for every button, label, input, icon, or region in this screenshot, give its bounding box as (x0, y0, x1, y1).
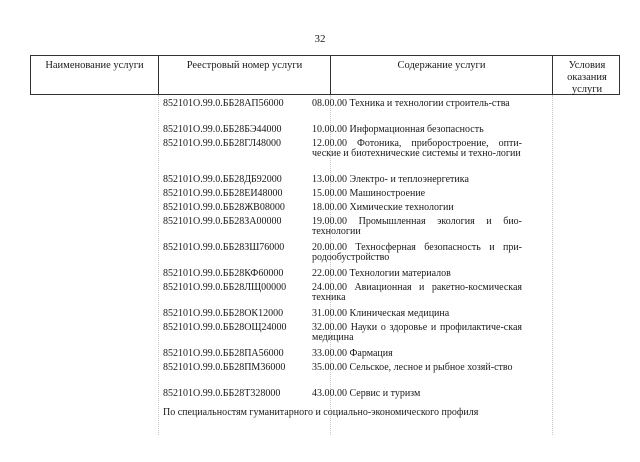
registry-code: 852101О.99.0.ББ28КФ60000 (163, 268, 284, 279)
table-row (0, 349, 640, 363)
service-content: 19.00.00 Промышленная экология и био-технологии (312, 216, 522, 237)
registry-code: 852101О.99.0.ББ28АП56000 (163, 98, 284, 109)
registry-code: 852101О.99.0.ББ28ЗА00000 (163, 216, 282, 227)
header-service-conditions: Условия оказания услуги (567, 60, 607, 95)
table-row (0, 125, 640, 139)
registry-code: 852101О.99.0.ББ28ЖВ08000 (163, 202, 285, 213)
table-row (0, 217, 640, 243)
table-row (0, 175, 640, 189)
registry-code: 852101О.99.0.ББ28ЕИ48000 (163, 188, 283, 199)
table-row (0, 323, 640, 349)
registry-code: 852101О.99.0.ББ28ПА56000 (163, 348, 284, 359)
header-registry-number: Реестровый номер услуги (159, 56, 331, 96)
table-row (0, 139, 640, 175)
service-content: 31.00.00 Клиническая медицина (312, 308, 450, 319)
table-header (30, 55, 620, 95)
registry-code: 852101О.99.0.ББ28Т328000 (163, 388, 281, 399)
registry-code: 852101О.99.0.ББ28ОЩ24000 (163, 322, 287, 333)
service-content: 13.00.00 Электро- и теплоэнергетика (312, 174, 469, 185)
header-service-content: Содержание услуги (331, 56, 553, 96)
service-content: 08.00.00 Техника и технологии строитель-ства (312, 98, 510, 109)
table-row (0, 269, 640, 283)
table-row (0, 309, 640, 323)
service-content: 20.00.00 Техносферная безопасность и при-родообустройство (312, 242, 522, 263)
service-content: 18.00.00 Химические технологии (312, 202, 454, 213)
service-content: 10.00.00 Информационная безопасность (312, 124, 484, 135)
table-row (0, 189, 640, 203)
table-row (0, 389, 640, 403)
service-content: 12.00.00 Фотоника, приборостроение, опти-ческие и биотехнические системы и техно-логии (312, 138, 522, 159)
registry-code: 852101О.99.0.ББ28БЭ44000 (163, 124, 282, 135)
registry-code: 852101О.99.0.ББ28ОК12000 (163, 308, 284, 319)
table-row (0, 363, 640, 389)
table-row (0, 99, 640, 125)
table-body (0, 99, 640, 403)
registry-code: 852101О.99.0.ББ28ЛЩ00000 (163, 282, 287, 293)
table-row (0, 203, 640, 217)
table-row (0, 283, 640, 309)
registry-code: 852101О.99.0.ББ28ГЛ48000 (163, 138, 282, 149)
service-content: 22.00.00 Технологии материалов (312, 268, 451, 279)
registry-code: 852101О.99.0.ББ28ДБ92000 (163, 174, 282, 185)
service-content: 32.00.00 Науки о здоровье и профилактиче-ская медицина (312, 322, 522, 343)
header-service-name: Наименование услуги (31, 56, 159, 96)
service-content: 35.00.00 Сельское, лесное и рыбное хозяй-ство (312, 362, 513, 373)
service-content: 15.00.00 Машиностроение (312, 188, 426, 199)
registry-code: 852101О.99.0.ББ28ПМ36000 (163, 362, 286, 373)
registry-code: 852101О.99.0.ББ28ЗШ76000 (163, 242, 285, 253)
section-subheading: По специальностям гуманитарного и социально-экономического профиля (163, 407, 479, 418)
service-content: 43.00.00 Сервис и туризм (312, 388, 421, 399)
service-content: 33.00.00 Фармация (312, 348, 393, 359)
table-row (0, 243, 640, 269)
page-number: 32 (314, 33, 326, 45)
service-content: 24.00.00 Авиационная и ракетно-космическая техника (312, 282, 522, 303)
